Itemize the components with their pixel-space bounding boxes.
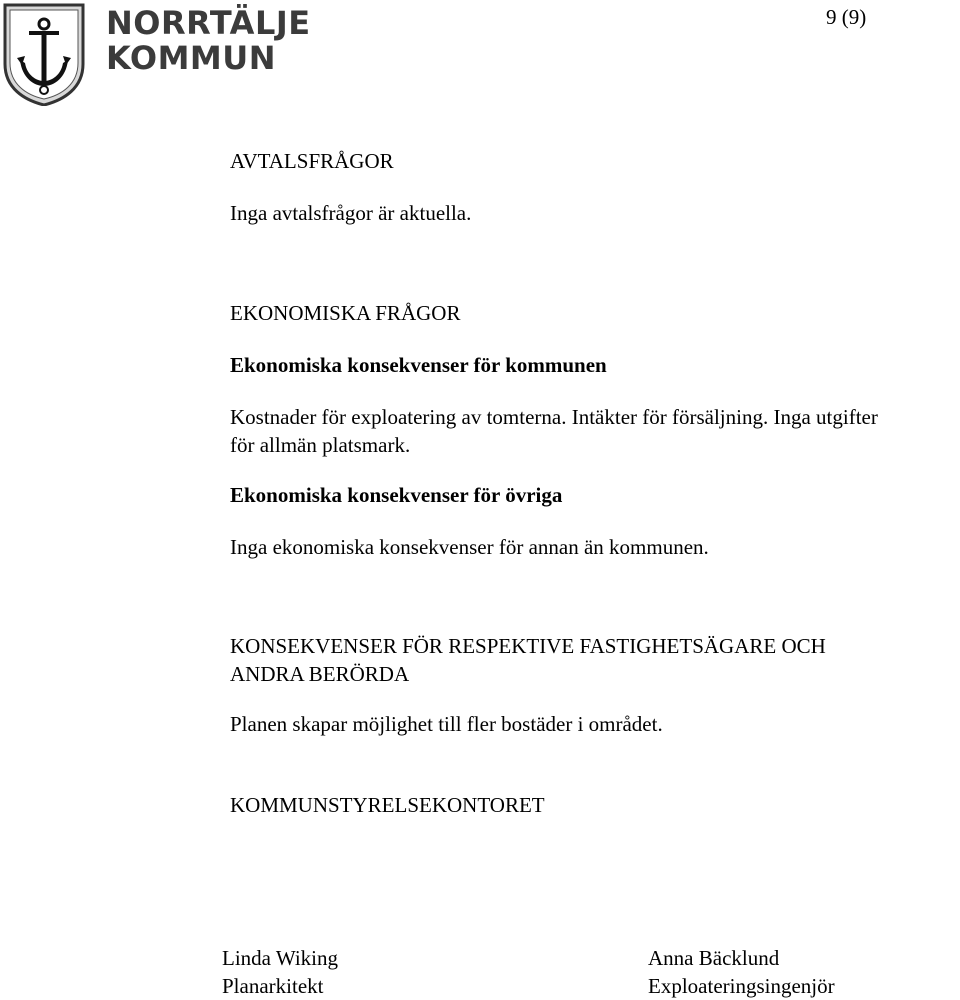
page-number: 9 (9) — [826, 5, 867, 29]
signature-name: Linda Wiking — [222, 946, 339, 970]
heading-avtalsfragor: AVTALSFRÅGOR — [230, 149, 394, 173]
signature-block-2 — [648, 944, 835, 1000]
text-konsekvenser-kommunen-line2: för allmän platsmark. — [230, 433, 411, 457]
text-avtalsfragor: Inga avtalsfrågor är aktuella. — [230, 201, 472, 225]
text-konsekvenser-fastighetsagare: Planen skapar möjlighet till fler bostäder i området. — [230, 712, 663, 736]
subheading-konsekvenser-ovriga: Ekonomiska konsekvenser för övriga — [230, 483, 563, 507]
heading-ekonomiska-fragor: EKONOMISKA FRÅGOR — [230, 301, 461, 325]
text-konsekvenser-kommunen-line1: Kostnader för exploatering av tomterna. Intäkter för försäljning. Inga utgifter — [230, 405, 878, 429]
subheading-konsekvenser-kommunen: Ekonomiska konsekvenser för kommunen — [230, 353, 607, 377]
signature-block-1 — [222, 944, 338, 1000]
signature-name: Anna Bäcklund — [648, 946, 780, 970]
org-name-line1: NORRTÄLJE — [106, 4, 311, 42]
org-name-line2: KOMMUN — [106, 39, 277, 77]
signature-title: Planarkitekt — [222, 974, 324, 998]
heading-konsekvenser-fastighetsagare-line2: ANDRA BERÖRDA — [230, 662, 410, 686]
text-konsekvenser-ovriga: Inga ekonomiska konsekvenser för annan än kommunen. — [230, 535, 709, 559]
municipality-name-logo — [106, 6, 311, 76]
heading-konsekvenser-fastighetsagare-line1: KONSEKVENSER FÖR RESPEKTIVE FASTIGHETSÄGARE OCH — [230, 634, 826, 658]
municipality-coat-of-arms-logo — [2, 2, 86, 106]
office-name: KOMMUNSTYRELSEKONTORET — [230, 793, 545, 817]
signature-title: Exploateringsingenjör — [648, 974, 835, 998]
